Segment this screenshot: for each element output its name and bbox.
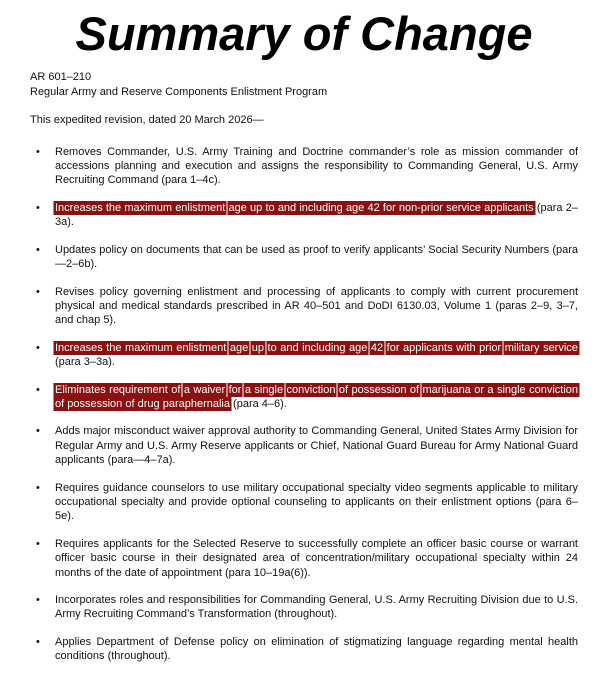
- highlighted-word: for: [386, 341, 400, 354]
- highlighted-word: to: [267, 341, 277, 354]
- change-item: [55, 635, 578, 664]
- plain-text: Incorporates roles and responsibilities for Commanding General, U.S. Army Recruiting Division due to U.S. Army Recruiting Command’s Transformation (throughout).: [55, 594, 578, 621]
- revision-intro: This expedited revision, dated 20 March 2026—: [30, 114, 264, 127]
- highlighted-word: prior: [479, 341, 502, 354]
- highlighted-word: possession: [351, 383, 407, 396]
- highlighted-word: with: [456, 341, 476, 354]
- highlighted-word: up: [250, 201, 263, 214]
- highlighted-word: Increases: [55, 341, 103, 354]
- change-item: [55, 285, 578, 328]
- highlighted-word: Increases: [55, 201, 103, 214]
- highlighted-word: for: [228, 383, 242, 396]
- highlighted-word: maximum: [125, 341, 173, 354]
- change-item: [55, 537, 578, 580]
- change-item: [55, 481, 578, 524]
- plain-text: Applies Department of Defense policy on elimination of stigmatizing language regarding mental health conditions (throughout).: [55, 635, 578, 663]
- highlighted-word: of: [338, 383, 349, 396]
- highlighted-word: single: [496, 383, 526, 396]
- highlighted-word: paraphernalia: [162, 397, 230, 410]
- highlighted-word: marijuana: [422, 383, 471, 396]
- highlighted-word: military: [504, 341, 540, 354]
- doc-number: AR 601–210: [30, 71, 92, 84]
- highlighted-word: requirement: [109, 383, 168, 396]
- highlighted-word: waiver: [193, 383, 226, 396]
- plain-text: (para 2–3a).: [55, 201, 578, 229]
- highlighted-word: up: [251, 341, 264, 354]
- change-item: [55, 243, 578, 272]
- highlighted-word: drug: [137, 397, 160, 410]
- highlighted-word: conviction: [286, 383, 336, 396]
- change-item: [55, 341, 578, 370]
- change-item: [55, 593, 578, 622]
- highlighted-word: and: [280, 341, 299, 354]
- highlighted-word: for: [382, 201, 396, 214]
- highlighted-word: Eliminates: [55, 383, 106, 396]
- plain-text: (para 3–3a).: [55, 356, 115, 369]
- highlighted-word: service: [543, 341, 578, 354]
- plain-text: Requires applicants for the Selected Reserve to successfully complete an officer basic course or warrant officer basic course in their designated area of concentration/military occupational specialty within 24 months of the date of appointment (para 10–19a(6)).: [55, 537, 578, 579]
- doc-name: Regular Army and Reserve Components Enlistment Program: [30, 85, 328, 98]
- highlighted-word: including: [302, 341, 346, 354]
- change-item: [55, 424, 578, 467]
- highlighted-word: enlistment: [175, 201, 226, 214]
- highlighted-word: the: [106, 341, 122, 354]
- highlighted-word: or: [474, 383, 484, 396]
- highlighted-word: conviction: [529, 383, 579, 396]
- highlighted-word: of: [171, 383, 181, 396]
- highlighted-word: age: [228, 201, 247, 214]
- highlighted-word: maximum: [124, 201, 173, 214]
- highlighted-word: age: [349, 341, 368, 354]
- highlighted-word: applicants: [484, 201, 534, 214]
- highlighted-word: service: [446, 201, 481, 214]
- plain-text: Removes Commander, U.S. Army Training and Doctrine commander’s role as mission commander of accessions planning and execution and assigns the responsibility to Commanding General, U.S. Army Recruiting Command (para 1–4c).: [55, 145, 578, 187]
- document-meta: [30, 70, 578, 99]
- highlighted-word: a: [183, 383, 190, 396]
- plain-text: Requires guidance counselors to use military occupational specialty video segments applicable to military occupational specialty and provide optional counseling to applicants on their enlistment options (para 6–5e).: [55, 481, 578, 523]
- highlighted-word: applicants: [403, 341, 453, 354]
- highlighted-word: the: [105, 201, 122, 214]
- highlighted-word: a: [244, 383, 251, 396]
- plain-text: (para 4–6).: [229, 397, 287, 410]
- highlighted-word: 42: [367, 201, 380, 214]
- highlighted-word: enlistment: [176, 341, 227, 354]
- highlighted-word: single: [254, 383, 284, 396]
- highlighted-word: of: [125, 397, 135, 410]
- highlighted-word: possession: [67, 397, 123, 410]
- highlighted-word: age: [345, 201, 365, 214]
- change-item: [55, 383, 578, 412]
- plain-text: Updates policy on documents that can be used as proof to verify applicants’ Social Security Numbers (para—2–6b).: [55, 243, 578, 271]
- highlighted-word: of: [55, 397, 65, 410]
- change-item: [55, 201, 578, 230]
- plain-text: Revises policy governing enlistment and processing of applicants to comply with current procurement physical and medical standards prescribed in AR 40–501 and DoDI 6130.03, Volume 1 (paras 2–9, 3–7, and chap 5).: [55, 285, 578, 327]
- highlighted-word: non-prior: [398, 201, 443, 214]
- highlighted-word: of: [409, 383, 420, 396]
- page-title: Summary of Change: [75, 7, 533, 60]
- highlighted-word: a: [487, 383, 494, 396]
- change-list: [30, 145, 578, 664]
- highlighted-word: to: [265, 201, 275, 214]
- highlighted-word: and: [277, 201, 297, 214]
- highlighted-word: 42: [370, 341, 384, 354]
- plain-text: Adds major misconduct waiver approval authority to Commanding General, United States Army Division for Regular Army and U.S. Army Reserve applicants or Chief, National Guard Bureau for Army National Guard applicants (para—4–7a).: [55, 425, 578, 467]
- highlighted-word: age: [229, 341, 249, 354]
- highlighted-word: including: [299, 201, 343, 214]
- change-item: [55, 145, 578, 188]
